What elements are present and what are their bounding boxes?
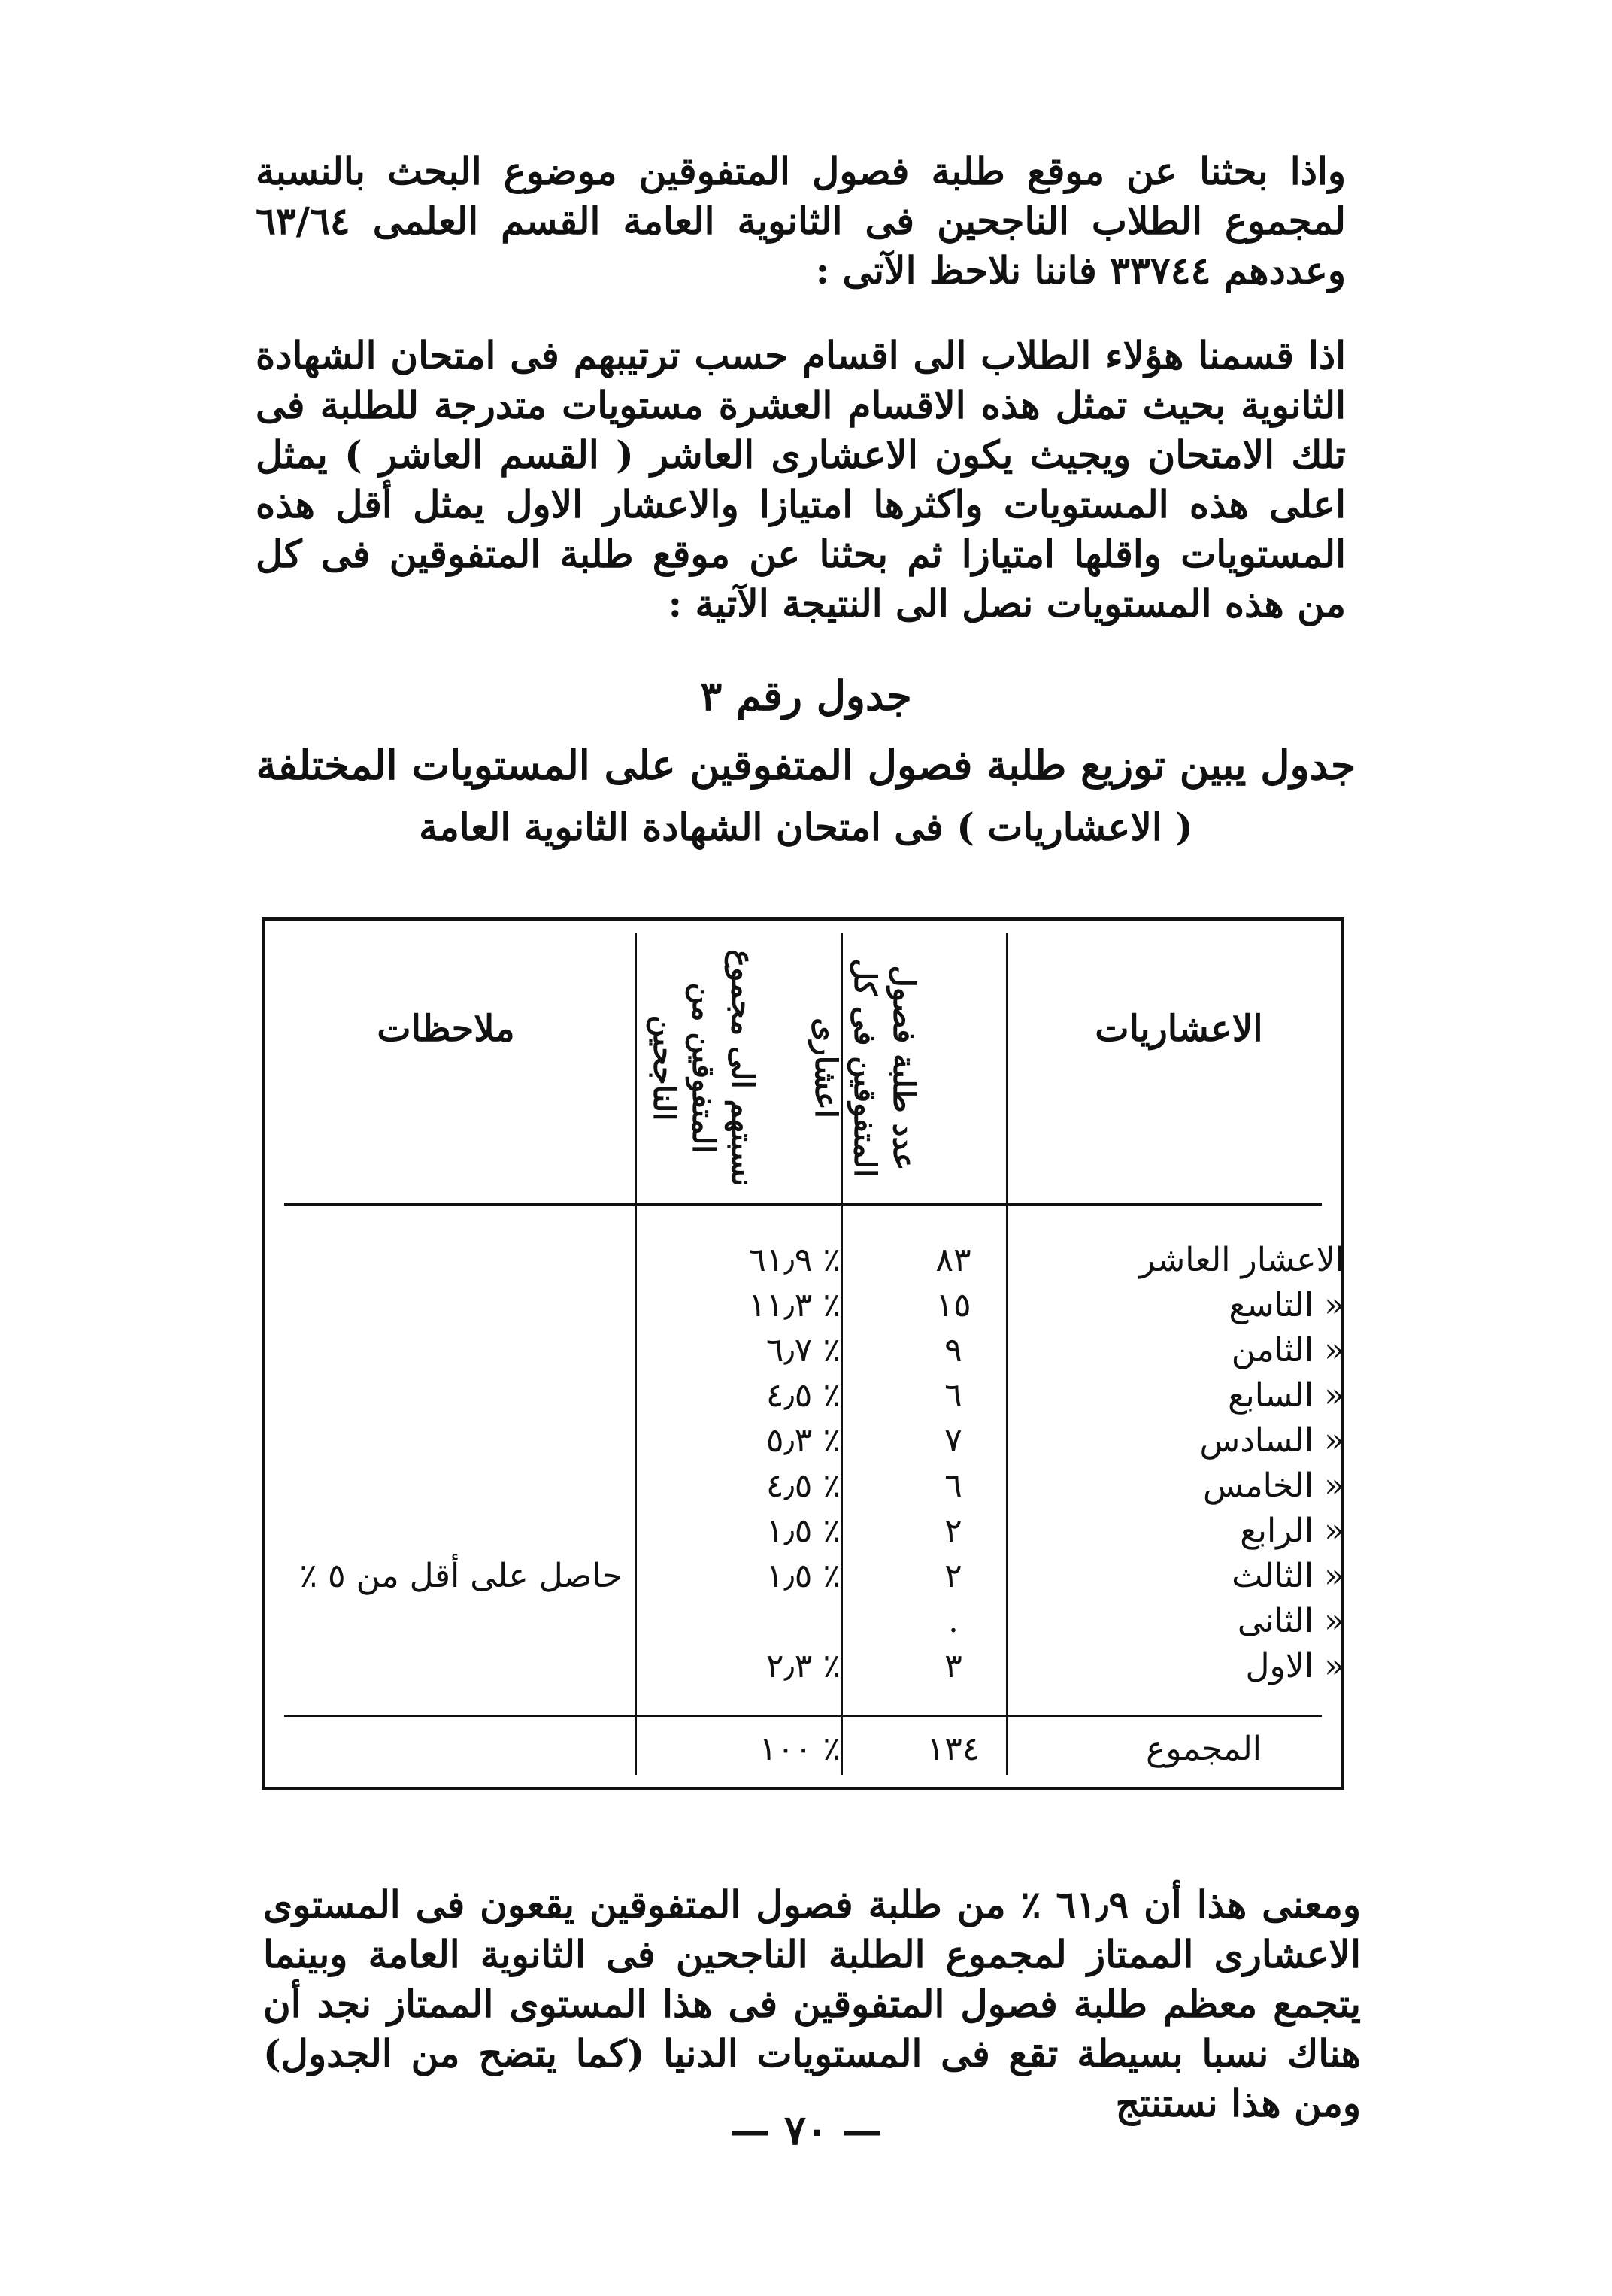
percent-cell: ٥٫٣ ٪ (765, 1421, 841, 1460)
page-number: — ٧٠ — (729, 2106, 883, 2154)
level-cell: « الرابع (1240, 1512, 1344, 1550)
level-cell: « التاسع (1229, 1286, 1344, 1324)
table-row (262, 1241, 1344, 1280)
header-percent: نسبتهم الى مجموع المتفوقين من الناجحين (647, 949, 760, 1187)
level-cell: الاعشار العاشر (1139, 1241, 1344, 1279)
percent-cell: ٢٫٣ ٪ (765, 1647, 841, 1685)
total-count: ١٣٤ (926, 1730, 980, 1768)
level-cell: « الثالث (1232, 1557, 1344, 1595)
header-separator (284, 1203, 1322, 1206)
percent-cell: ٤٫٥ ٪ (765, 1376, 841, 1415)
count-cell: ٦ (944, 1376, 962, 1415)
count-cell: ٧ (944, 1421, 962, 1460)
table-row (262, 1331, 1344, 1370)
note-cell (277, 1647, 623, 1686)
percent-cell: ١١٫٣ ٪ (748, 1286, 841, 1324)
total-separator (284, 1715, 1322, 1717)
percent-cell: ٤٫٥ ٪ (765, 1466, 841, 1505)
note-cell: حاصل على أقل من ٥ ٪ (299, 1557, 623, 1595)
count-cell: ١٥ (935, 1286, 971, 1324)
note-cell (277, 1331, 623, 1370)
total-label: المجموع (1146, 1730, 1262, 1768)
level-cell: « الثانى (1237, 1602, 1344, 1640)
table-bottom-border (262, 1787, 1344, 1790)
count-cell: . (948, 1602, 959, 1640)
note-cell (277, 1512, 623, 1551)
level-cell: « الخامس (1202, 1466, 1344, 1505)
table-row (262, 1557, 1344, 1596)
total-percent: ١٠٠ ٪ (759, 1730, 841, 1768)
level-cell: « السابع (1228, 1376, 1344, 1415)
percent-cell: ١٫٥ ٪ (765, 1557, 841, 1595)
level-cell: « السادس (1199, 1421, 1344, 1460)
table-subtitle: ( الاعشاريات ) فى امتحان الشهادة الثانوية العامة (419, 805, 1193, 849)
conclusion-paragraph: ومعنى هذا أن ٦١٫٩ ٪ من طلبة فصول المتفوقين يقعون فى المستوى الاعشارى الممتاز لمجموع الطلبة الناجحين فى الثانوية العامة وبينما يتجمع معظم طلبة فصول المتفوقين فى هذا المستوى الممتاز نجد أن هناك نسبا بسيطة تقع فى المستويات الدنيا (كما يتضح من الجدول) ومن هذا نستنتج (263, 1882, 1361, 2125)
table-top-border (262, 917, 1344, 921)
count-cell: ٣ (944, 1647, 962, 1685)
table-row (262, 1466, 1344, 1506)
count-cell: ٩ (944, 1331, 962, 1369)
percent-cell: ٦١٫٩ ٪ (748, 1241, 841, 1279)
count-cell: ٢ (944, 1512, 962, 1550)
note-cell (277, 1466, 623, 1506)
table-number: جدول رقم ٣ (700, 672, 912, 720)
percent-cell (668, 1602, 841, 1641)
header-count: عدد طلبة فصول المتفوقين فى كل اعشارى (808, 958, 922, 1178)
table-row (262, 1286, 1344, 1325)
intro-paragraph: واذا بحثنا عن موقع طلبة فصول المتفوقين موضوع البحث بالنسبة لمجموع الطلاب الناجحين فى الثانوية العامة القسم العلمى ٦٣/٦٤ وعددهم ٣٣٧٤٤ فاننا نلاحظ الآتى : (256, 149, 1346, 293)
percent-cell: ١٫٥ ٪ (765, 1512, 841, 1550)
method-paragraph: اذا قسمنا هؤلاء الطلاب الى اقسام حسب ترتيبهم فى امتحان الشهادة الثانوية بحيث تمثل هذه الاقسام العشرة مستويات متدرجة للطلبة فى تلك الامتحان ويجيث يكون الاعشارى العاشر ( القسم العاشر ) يمثل اعلى هذه المستويات واكثرها امتيازا والاعشار الاول يمثل أقل هذه المستويات واقلها امتيازا ثم بحثنا عن موقع طلبة المتفوقين فى كل من هذه المستويات نصل الى النتيجة الآتية : (256, 333, 1346, 626)
table-row (262, 1602, 1344, 1641)
note-cell (277, 1286, 623, 1325)
percent-cell: ٦٫٧ ٪ (765, 1331, 841, 1369)
table-row (262, 1421, 1344, 1460)
table-row (262, 1647, 1344, 1686)
header-levels: الاعشاريات (1095, 1008, 1263, 1050)
count-cell: ٦ (944, 1466, 962, 1505)
header-notes: ملاحظات (377, 1008, 515, 1050)
table-row (262, 1512, 1344, 1551)
table-title: جدول يبين توزيع طلبة فصول المتفوقين على المستويات المختلفة (256, 741, 1356, 789)
count-cell: ٢ (944, 1557, 962, 1595)
note-cell (277, 1421, 623, 1460)
table-total-row (262, 1730, 1344, 1769)
level-cell: « الاول (1245, 1647, 1344, 1685)
note-cell (277, 1602, 623, 1641)
distribution-table (262, 917, 1344, 1790)
note-cell (277, 1241, 623, 1280)
note-cell (277, 1376, 623, 1415)
count-cell: ٨٣ (935, 1241, 971, 1279)
table-row (262, 1376, 1344, 1415)
level-cell: « الثامن (1231, 1331, 1344, 1369)
